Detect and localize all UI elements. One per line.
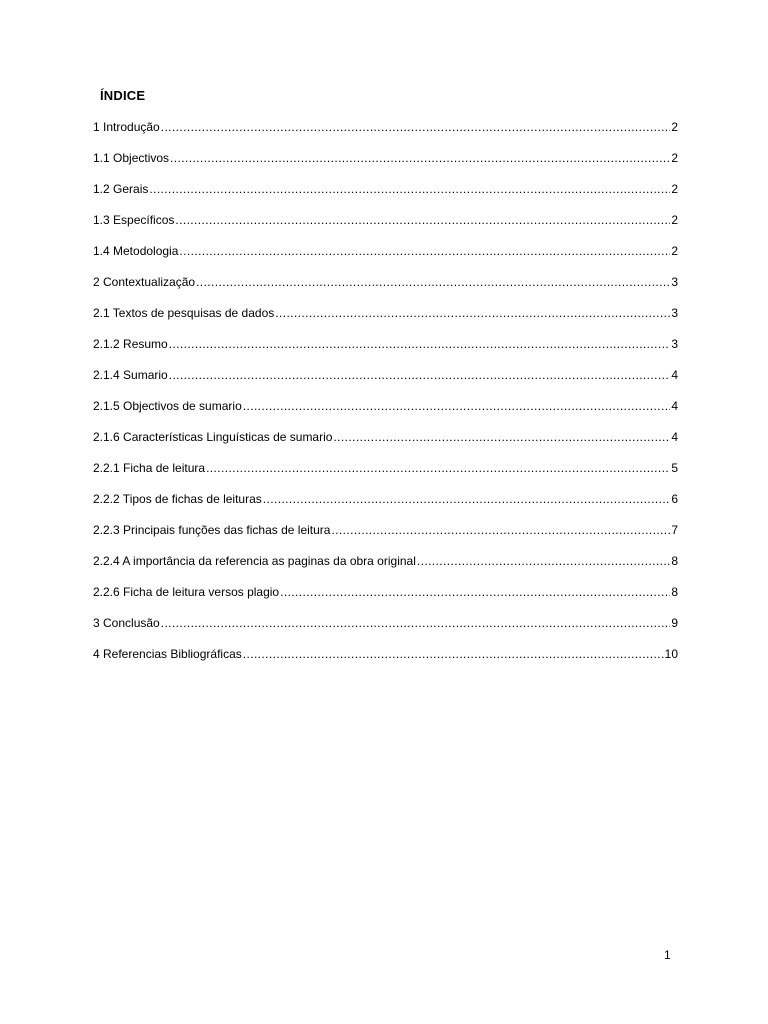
toc-entry-label: 2.1.6 Características Linguísticas de sumario bbox=[93, 430, 333, 444]
dot-leader bbox=[263, 491, 671, 507]
toc-entry-label: 2 Contextualização bbox=[93, 275, 196, 289]
toc-entry-page: 3 bbox=[671, 275, 678, 289]
toc-entry-page: 2 bbox=[671, 182, 678, 196]
toc-entry[interactable] bbox=[93, 150, 678, 181]
toc-entry[interactable] bbox=[93, 646, 678, 677]
dot-leader bbox=[175, 212, 670, 228]
toc-entry[interactable] bbox=[93, 336, 678, 367]
toc-entry-label: 3 Conclusão bbox=[93, 616, 160, 630]
toc-entry-page: 4 bbox=[671, 399, 678, 413]
toc-entry-page: 7 bbox=[671, 523, 678, 537]
toc-entry-label: 1 Introdução bbox=[93, 120, 160, 134]
toc-entry-label: 1.3 Específicos bbox=[93, 213, 175, 227]
toc-entry-page: 2 bbox=[671, 244, 678, 258]
table-of-contents bbox=[93, 119, 678, 677]
dot-leader bbox=[243, 398, 671, 414]
toc-entry[interactable] bbox=[93, 429, 678, 460]
toc-entry-page: 8 bbox=[671, 554, 678, 568]
dot-leader bbox=[331, 522, 670, 538]
toc-entry-label: 2.1.2 Resumo bbox=[93, 337, 168, 351]
dot-leader bbox=[280, 584, 670, 600]
toc-entry-page: 3 bbox=[671, 306, 678, 320]
toc-entry[interactable] bbox=[93, 243, 678, 274]
toc-entry-label: 1.2 Gerais bbox=[93, 182, 149, 196]
toc-entry-label: 2.1 Textos de pesquisas de dados bbox=[93, 306, 275, 320]
toc-entry[interactable] bbox=[93, 615, 678, 646]
toc-entry-page: 5 bbox=[671, 461, 678, 475]
dot-leader bbox=[149, 181, 670, 197]
toc-entry-label: 4 Referencias Bibliográficas bbox=[93, 647, 242, 661]
toc-entry[interactable] bbox=[93, 491, 678, 522]
toc-entry-page: 3 bbox=[671, 337, 678, 351]
dot-leader bbox=[161, 119, 671, 135]
toc-entry[interactable] bbox=[93, 584, 678, 615]
toc-entry-page: 2 bbox=[671, 120, 678, 134]
toc-entry[interactable] bbox=[93, 305, 678, 336]
toc-entry-page: 9 bbox=[671, 616, 678, 630]
toc-entry-label: 2.2.1 Ficha de leitura bbox=[93, 461, 206, 475]
dot-leader bbox=[206, 460, 670, 476]
toc-entry[interactable] bbox=[93, 398, 678, 429]
toc-entry-page: 4 bbox=[671, 368, 678, 382]
toc-entry-page: 10 bbox=[664, 647, 678, 661]
toc-entry[interactable] bbox=[93, 460, 678, 491]
toc-entry[interactable] bbox=[93, 119, 678, 150]
toc-entry-label: 2.1.5 Objectivos de sumario bbox=[93, 399, 242, 413]
dot-leader bbox=[169, 336, 671, 352]
dot-leader bbox=[275, 305, 670, 321]
dot-leader bbox=[196, 274, 670, 290]
toc-entry[interactable] bbox=[93, 367, 678, 398]
dot-leader bbox=[169, 367, 671, 383]
toc-entry-label: 2.2.2 Tipos de fichas de leituras bbox=[93, 492, 262, 506]
toc-entry-page: 2 bbox=[671, 213, 678, 227]
dot-leader bbox=[179, 243, 670, 259]
toc-entry[interactable] bbox=[93, 274, 678, 305]
toc-entry[interactable] bbox=[93, 553, 678, 584]
toc-entry-page: 2 bbox=[671, 151, 678, 165]
dot-leader bbox=[170, 150, 670, 166]
toc-entry[interactable] bbox=[93, 212, 678, 243]
toc-entry-page: 6 bbox=[671, 492, 678, 506]
toc-entry-label: 2.2.3 Principais funções das fichas de leitura bbox=[93, 523, 331, 537]
dot-leader bbox=[333, 429, 670, 445]
toc-entry-label: 2.2.4 A importância da referencia as paginas da obra original bbox=[93, 554, 416, 568]
dot-leader bbox=[161, 615, 671, 631]
dot-leader bbox=[243, 646, 664, 662]
toc-entry-label: 2.1.4 Sumario bbox=[93, 368, 168, 382]
toc-entry-label: 2.2.6 Ficha de leitura versos plagio bbox=[93, 585, 280, 599]
toc-entry[interactable] bbox=[93, 522, 678, 553]
page-number: 1 bbox=[664, 948, 671, 962]
toc-entry-label: 1.1 Objectivos bbox=[93, 151, 170, 165]
toc-entry-page: 4 bbox=[671, 430, 678, 444]
toc-entry-label: 1.4 Metodologia bbox=[93, 244, 179, 258]
toc-entry-page: 8 bbox=[671, 585, 678, 599]
dot-leader bbox=[417, 553, 670, 569]
toc-entry[interactable] bbox=[93, 181, 678, 212]
toc-title: ÍNDICE bbox=[100, 88, 146, 103]
